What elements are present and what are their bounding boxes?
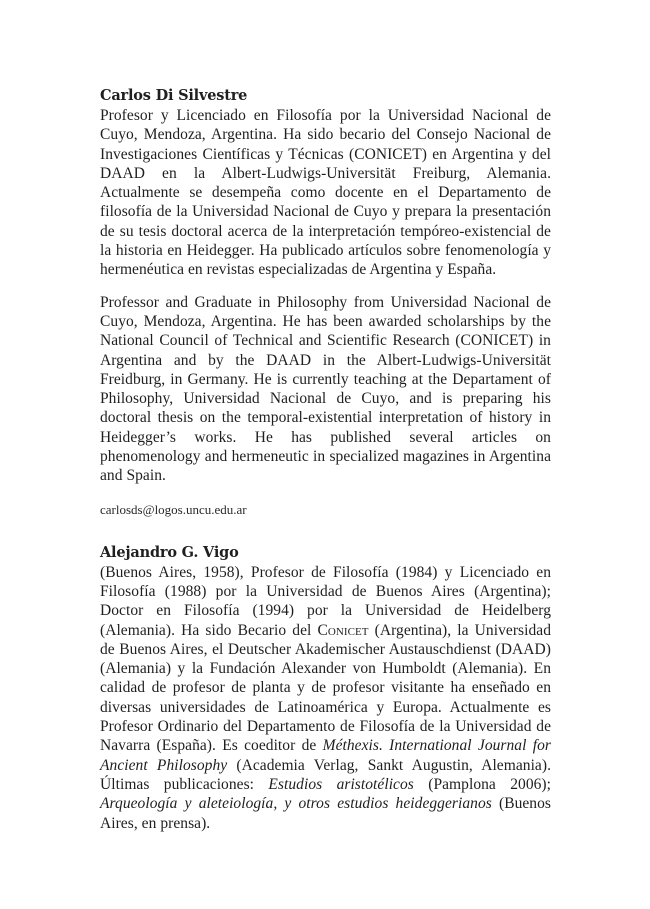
bio-text: (Pamplona 2006); xyxy=(413,775,551,793)
book-title: Estudios aristotélicos xyxy=(268,775,414,793)
author-entry-vigo xyxy=(100,543,551,833)
bio-spanish xyxy=(100,563,551,833)
author-entry-di-silvestre xyxy=(100,86,551,519)
conicet-acronym: Conicet xyxy=(317,621,369,639)
book-title: Arqueología y aleteiología, y otros estudios heideggerianos xyxy=(100,795,492,813)
author-name: Carlos Di Silvestre xyxy=(100,87,248,104)
author-name: Alejandro G. Vigo xyxy=(100,543,239,561)
page-content xyxy=(100,86,551,833)
bio-text: (Buenos Aires, en prensa). xyxy=(100,795,551,832)
journal-title: Méthexis. International Journal for Ancient Philosophy xyxy=(100,737,551,774)
bio-text: (Argentina), la Universidad de Buenos Aires, el Deutscher Akademischer Austauschdienst (DAAD) (Alemania) y la Fundación Alexander von Humboldt (Alemania). En calidad de profesor de planta y de profesor visitante ha enseñado en diversas universidades de Latinoamérica y Europa. Actualmente es Profesor Ordinario del Departamento de Filosofía de la Universidad de Navarra (España). Es coeditor de xyxy=(100,621,551,755)
author-email[interactable]: carlosds@logos.uncu.edu.ar xyxy=(100,501,247,517)
bio-spanish: Profesor y Licenciado en Filosofía por la Universidad Nacional de Cuyo, Mendoza, Argentina. Ha sido becario del Consejo Nacional de Investigaciones Científicas y Técnicas (CONICET) en Argentina y del DAAD en la Albert-Ludwigs-Universität Freiburg, Alemania. Actualmente se desempeña como docente en el Departamento de filosofía de la Universidad Nacional de Cuyo y prepara la presentación de su tesis doctoral acerca de la interpretación tempóreo-existencial de la historia en Heidegger. Ha publicado artículos sobre fenomenología y hermenéutica en revistas especializadas de Argentina y España. xyxy=(100,107,551,279)
bio-english: Professor and Graduate in Philosophy from Universidad Nacional de Cuyo, Mendoza, Argentina. He has been awarded scholarships by the National Council of Technical and Scientific Research (CONICET) in Argentina and by the DAAD in the Albert-Ludwigs-Universität Freidburg, in Germany. He is currently teaching at the Departament of Philosophy, Universidad Nacional de Cuyo, and is preparing his doctoral thesis on the temporal-existential interpretation of history in Heidegger’s works. He has published several articles on phenomenology and hermeneutic in specialized magazines in Argentina and Spain. xyxy=(100,293,551,485)
bio-text: (Academia Verlag, Sankt Augustin, Alemania). Últimas publicaciones: xyxy=(100,756,551,793)
bio-text: (Buenos Aires, 1958), Profesor de Filosofía (1984) y Licenciado en Filosofía (1988) por la Universidad de Buenos Aires (Argentina); Doctor en Filosofía (1994) por la Universidad de Heidelberg (Alemania). Ha sido Becario del xyxy=(100,563,551,639)
